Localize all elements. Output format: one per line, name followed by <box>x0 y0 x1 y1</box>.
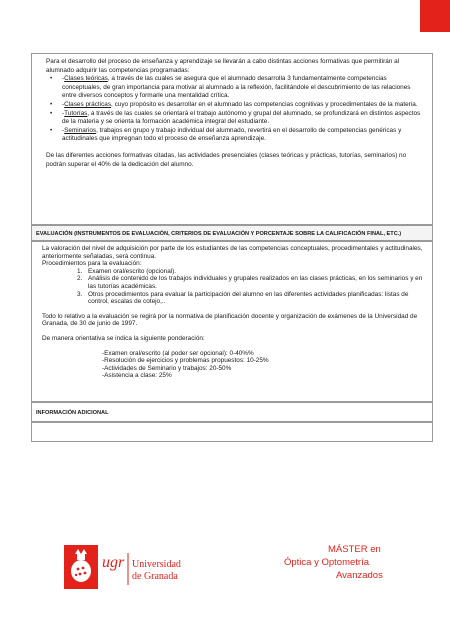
item-heading: Tutorías <box>64 109 88 117</box>
item-number: 1. <box>77 267 83 275</box>
item-text: , cuyo propósito es desarrollar en el alumnado las competencias cognitivas y procedimentales de la materia. <box>111 100 418 108</box>
weighting-list <box>42 350 426 380</box>
item-number: 3. <box>77 290 83 298</box>
page-header <box>0 0 450 32</box>
methodology-section <box>31 53 433 225</box>
list-item: -Resolución de ejercicios y problemas propuestos: 10-25% <box>102 357 269 365</box>
list-item: • -Clases prácticas, cuyo propósito es desarrollar en el alumnado las competencias cognitivas y procedimentales de la materia. <box>46 101 426 110</box>
university-logo <box>64 545 204 591</box>
logo-ugr-text: ugr <box>102 554 125 571</box>
list-item: -Asistencia a clase: 25% <box>102 372 172 380</box>
list-item <box>42 275 426 290</box>
methodology-intro: Para el desarrollo del proceso de enseñanza y aprendizaje se llevarán a cabo distintas acciones formativas que permitirán al alumnado adquirir las competencias programadas: <box>46 58 400 74</box>
item-heading: Seminarios <box>64 126 97 134</box>
evaluation-title: EVALUACIÓN (INSTRUMENTOS DE EVALUACIÓN, CRITERIOS DE EVALUACIÓN Y PORCENTAJE SOBRE LA CALIFICACIÓN FINAL, ETC.) <box>31 225 433 241</box>
item-heading: Clases teóricas <box>64 75 108 83</box>
master-line1: MÁSTER en <box>328 544 381 555</box>
list-item: • -Seminarios, trabajos en grupo y trabajo individual del alumnado, revertirá en el desarrollo de competencias genéricas y actitudinales que impregnan todo el proceso de enseñanza aprendizaje. <box>46 127 426 144</box>
evaluation-section <box>31 241 433 402</box>
evaluation-normative: Todo lo relativo a la evaluación se regirá por la normativa de planificación docente y organización de exámenes de la Universidad de Granada, de 30 de junio de 1997. <box>42 312 418 328</box>
master-title <box>284 543 404 582</box>
list-item: -Examen oral/escrito (al poder ser opcional): 0-40%% <box>102 349 254 357</box>
list-item: • -Clases teóricas, a través de las cuales se asegura que el alumnado desarrolla 3 fundamentalmente competencias conceptuales, de gran importancia para motivar al alumnado a la reflexión, facilitándole el descubrimiento de las relaciones entre diversos conceptos y formarle una mentalidad crítica. <box>46 75 426 101</box>
list-item <box>42 291 426 306</box>
item-text: Análisis de contenido de los trabajos individuales y grupales realizados en las clases prácticas, en los seminarios y en las tutorías académicas. <box>88 275 423 290</box>
methodology-list <box>46 75 426 144</box>
item-text: , a través de las cuales se asegura que el alumnado desarrolla 3 fundamentalmente competencias conceptuales, de gran importancia para motivar al alumnado a la reflexión, facilitándole el descubrimiento de las relaciones entre diversos conceptos y formarle una mentalidad crítica. <box>62 75 411 100</box>
list-item: -Actividades de Seminario y trabajos: 20-50% <box>102 364 232 372</box>
weighting-heading: De manera orientativa se indica la siguiente ponderación: <box>42 334 205 342</box>
additional-info-title: INFORMACIÓN ADICIONAL <box>31 402 433 422</box>
item-text: , a través de las cuales se orientará el trabajo autónomo y grupal del alumnado, se profundizará en distintos aspectos de la materia y se orienta la formación académica integral del estudiante. <box>62 109 421 126</box>
item-heading: Clases prácticas <box>64 100 112 108</box>
item-number: 2. <box>77 275 83 283</box>
logo-line1: Universidad <box>132 559 181 570</box>
item-text: Examen oral/escrito (opcional). <box>88 267 177 275</box>
logo-line2: de Granada <box>132 571 178 582</box>
methodology-closing: De las diferentes acciones formativas citadas, las actividades presenciales (clases teóricas y prácticas, tutorías, seminarios) no podrán superar el 40% de la dedicación del alumno. <box>46 151 407 168</box>
evaluation-paragraph: La valoración del nivel de adquisición por parte de los estudiantes de las competencias conceptuales, procedimentales y actitudinales, anteriormente señaladas, será continua. <box>42 245 423 260</box>
master-line3: Avanzados <box>336 570 383 581</box>
item-text: , trabajos en grupo y trabajo individual del alumnado, revertirá en el desarrollo de competencias genéricas y actitudinales que impregnan todo el proceso de enseñanza aprendizaje. <box>62 126 402 143</box>
header-red-band <box>420 0 450 32</box>
evaluation-procedures-heading: Procedimientos para la evaluación: <box>42 260 142 268</box>
master-line2: Óptica y Optometría <box>284 557 370 568</box>
item-text: Otros procedimientos para evaluar la participación del alumno en las diferentes actividades planificadas: listas de control, escalas de cotejo,.. <box>88 290 409 306</box>
list-item: • -Tutorías, a través de las cuales se orientará el trabajo autónomo y grupal del alumnado, se profundizará en distintos aspectos de la materia y se orienta la formación académica integral del estudiante. <box>46 110 426 127</box>
list-item <box>42 268 426 276</box>
additional-info-body <box>31 422 433 442</box>
procedures-list <box>42 268 426 306</box>
